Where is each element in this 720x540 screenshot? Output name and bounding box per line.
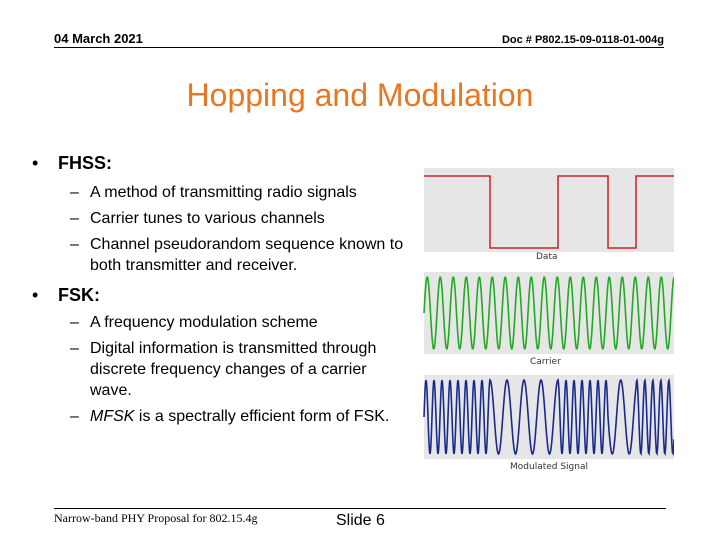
bullet-dot: •: [32, 153, 39, 173]
caption-carrier: Carrier: [530, 357, 561, 367]
bullet-fsk: [32, 285, 100, 306]
header-date: 04 March 2021: [54, 31, 143, 46]
dash: –: [70, 314, 79, 331]
dash: –: [70, 236, 79, 253]
fsk-item-3: [70, 406, 390, 427]
fhss-item-1: [70, 182, 410, 203]
bullet-dot: •: [32, 285, 39, 305]
slide-number: Slide 6: [336, 512, 385, 529]
item-text: Digital information is transmitted through discrete frequency changes of a carrier wave.: [90, 340, 377, 399]
fsk-waveform-figure: [418, 164, 674, 474]
bullet-label: FSK:: [58, 285, 100, 305]
item-text: Carrier tunes to various channels: [90, 210, 325, 227]
dash: –: [70, 210, 79, 227]
fsk-item-2: [70, 338, 402, 401]
fhss-item-3: [70, 234, 406, 276]
bullet-label: FHSS:: [58, 153, 112, 173]
fhss-item-2: [70, 208, 410, 229]
item-text: Channel pseudorandom sequence known to both transmitter and receiver.: [90, 236, 404, 274]
slide-title: Hopping and Modulation: [186, 77, 534, 113]
header-rule: [54, 47, 664, 48]
dash: –: [70, 340, 79, 357]
mfsk-term: MFSK: [90, 408, 135, 425]
waveform-svg: [418, 164, 674, 474]
header-doc-id: Doc # P802.15-09-0118-01-004g: [501, 34, 664, 46]
footer-title: Narrow-band PHY Proposal for 802.15.4g: [54, 511, 258, 525]
dash: –: [70, 184, 79, 201]
fsk-item-1: [70, 312, 410, 333]
bullet-fhss: [32, 153, 112, 174]
caption-data: Data: [536, 252, 558, 262]
caption-modulated: Modulated Signal: [510, 462, 588, 472]
item-text: is a spectrally efficient form of FSK.: [138, 408, 390, 425]
dash: –: [70, 408, 79, 425]
item-text: A frequency modulation scheme: [90, 314, 318, 331]
item-text: A method of transmitting radio signals: [90, 184, 357, 201]
footer-rule: [54, 508, 666, 509]
